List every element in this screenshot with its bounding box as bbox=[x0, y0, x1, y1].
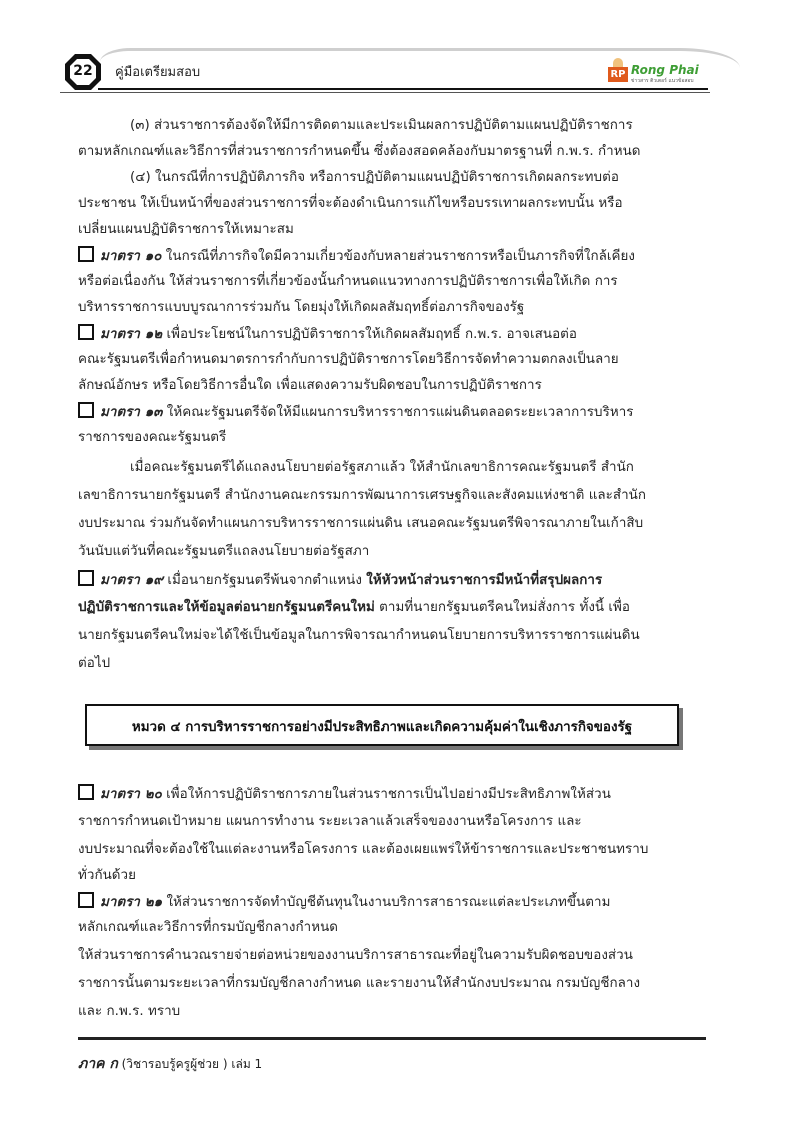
section-text: ให้คณะรัฐมนตรีจัดให้มีแผนการบริหารราชการแผ่นดินตลอดระยะเวลาการบริหาร bbox=[162, 405, 634, 420]
paragraph-line: ราชการนั้นตามระยะเวลาที่กรมบัญชีกลางกำหนด และรายงานให้สำนักงบประมาณ กรมบัญชีกลาง bbox=[78, 976, 641, 991]
paragraph-line: ประชาชน ให้เป็นหน้าที่ของส่วนราชการที่จะต้องดำเนินการแก้ไขหรือบรรเทาผลกระทบนั้น หรือ bbox=[78, 196, 623, 211]
header-rule bbox=[98, 88, 708, 90]
section-text: เพื่อให้การปฏิบัติราชการภายในส่วนราชการเป็นไปอย่างมีประสิทธิภาพให้ส่วน bbox=[161, 787, 611, 802]
paragraph-line: ตามหลักเกณฑ์และวิธีการที่ส่วนราชการกำหนดขึ้น ซึ่งต้องสอดคล้องกับมาตรฐานที่ ก.พ.ร. กำหนด bbox=[78, 144, 641, 159]
footer-rule bbox=[78, 1037, 706, 1040]
paragraph-line bbox=[78, 598, 630, 618]
footer-subtitle: (วิชารอบรู้ครูผู้ช่วย ) เล่ม 1 bbox=[117, 1057, 263, 1071]
paragraph-line: ราชการของคณะรัฐมนตรี bbox=[78, 430, 227, 445]
logo-mark: RP bbox=[608, 67, 628, 82]
checkbox-square-icon bbox=[78, 246, 94, 262]
section-text: ตามที่นายกรัฐมนตรีคนใหม่สั่งการ ทั้งนี้ เพื่อ bbox=[374, 600, 631, 615]
paragraph-line: ทั่วกันด้วย bbox=[78, 868, 137, 883]
paragraph-line: (๓) ส่วนราชการต้องจัดให้มีการติดตามและประเมินผลการปฏิบัติตามแผนปฏิบัติราชการ bbox=[130, 118, 633, 133]
logo-figure-icon bbox=[613, 58, 623, 67]
paragraph-line: หลักเกณฑ์และวิธีการที่กรมบัญชีกลางกำหนด bbox=[78, 920, 339, 935]
checkbox-square-icon bbox=[78, 324, 94, 340]
checkbox-square-icon bbox=[78, 570, 94, 586]
paragraph-line: เลขาธิการนายกรัฐมนตรี สำนักงานคณะกรรมการพัฒนาการเศรษฐกิจและสังคมแห่งชาติ และสำนัก bbox=[78, 488, 647, 503]
checkbox-square-icon bbox=[78, 402, 94, 418]
paragraph-line: เปลี่ยนแผนปฏิบัติราชการให้เหมาะสม bbox=[78, 222, 294, 237]
section-text: เมื่อนายกรัฐมนตรีพ้นจากตำแหน่ง bbox=[163, 573, 367, 588]
section-10 bbox=[78, 246, 635, 267]
paragraph-line: นายกรัฐมนตรีคนใหม่จะได้ใช้เป็นข้อมูลในการพิจารณากำหนดนโยบายการบริหารราชการแผ่นดิน bbox=[78, 628, 640, 643]
section-12 bbox=[78, 324, 577, 345]
paragraph-line: ราชการกำหนดเป้าหมาย แผนการทำงาน ระยะเวลาแล้วเสร็จของงานหรือโครงการ และ bbox=[78, 814, 582, 829]
paragraph-line: วันนับแต่วันที่คณะรัฐมนตรีแถลงนโยบายต่อรัฐสภา bbox=[78, 544, 370, 559]
section-label: มาตรา ๑๙ bbox=[100, 573, 164, 588]
section-text: เพื่อประโยชน์ในการปฏิบัติราชการให้เกิดผลสัมฤทธิ์ ก.พ.ร. อาจเสนอต่อ bbox=[162, 327, 577, 342]
checkbox-square-icon bbox=[78, 892, 94, 908]
paragraph-line: งบประมาณที่จะต้องใช้ในแต่ละงานหรือโครงการ และต้องเผยแพร่ให้ข้าราชการและประชาชนทราบ bbox=[78, 842, 649, 857]
header-title: คู่มือเตรียมสอบ bbox=[115, 65, 201, 80]
paragraph-line: และ ก.พ.ร. ทราบ bbox=[78, 1004, 181, 1019]
paragraph-line: ลักษณ์อักษร หรือโดยวิธีการอื่นใด เพื่อแสดงความรับผิดชอบในการปฏิบัติราชการ bbox=[78, 378, 542, 393]
chapter-title: หมวด ๔ การบริหารราชการอย่างมีประสิทธิภาพและเกิดความคุ้มค่าในเชิงภารกิจของรัฐ bbox=[131, 720, 633, 735]
paragraph-line: ให้ส่วนราชการคำนวณรายจ่ายต่อหน่วยของงานบริการสาธารณะที่อยู่ในความรับผิดชอบของส่วน bbox=[78, 948, 633, 963]
paragraph-line: หรือต่อเนื่องกัน ให้ส่วนราชการที่เกี่ยวข้องนั้นกำหนดแนวทางการปฏิบัติราชการเพื่อให้เกิด การ bbox=[78, 274, 618, 289]
paragraph-line: งบประมาณ ร่วมกันจัดทำแผนการบริหารราชการแผ่นดิน เสนอคณะรัฐมนตรีพิจารณาภายในเก้าสิบ bbox=[78, 516, 644, 531]
chapter-heading-box bbox=[85, 704, 679, 746]
paragraph-line: บริหารราชการแบบบูรณาการร่วมกัน โดยมุ่งให้เกิดผลสัมฤทธิ์ต่อภารกิจของรัฐ bbox=[78, 300, 525, 315]
footer-text bbox=[78, 1053, 262, 1075]
paragraph-line: คณะรัฐมนตรีเพื่อกำหนดมาตรการกำกับการปฏิบัติราชการโดยวิธีการจัดทำความตกลงเป็นลาย bbox=[78, 352, 619, 367]
header-rule-thin bbox=[60, 92, 710, 93]
section-text: ให้ส่วนราชการจัดทำบัญชีต้นทุนในงานบริการสาธารณะแต่ละประเภทขึ้นตาม bbox=[162, 895, 611, 910]
section-21 bbox=[78, 892, 610, 913]
paragraph-line: ต่อไป bbox=[78, 656, 111, 671]
section-text-bold: ให้หัวหน้าส่วนราชการมีหน้าที่สรุปผลการ bbox=[366, 573, 603, 588]
section-text: ในกรณีที่ภารกิจใดมีความเกี่ยวข้องกับหลายส่วนราชการหรือเป็นภารกิจที่ใกล้เคียง bbox=[161, 249, 636, 264]
section-19 bbox=[78, 570, 602, 591]
rong-phai-logo bbox=[608, 58, 708, 86]
section-label: มาตรา ๑๐ bbox=[100, 249, 162, 264]
logo-tagline: ข่าวสาร ติวเตอร์ แนวข้อสอบ bbox=[631, 78, 694, 84]
section-20 bbox=[78, 784, 611, 805]
section-13 bbox=[78, 402, 634, 423]
section-text-bold: ปฏิบัติราชการและให้ข้อมูลต่อนายกรัฐมนตรีคนใหม่ bbox=[78, 600, 375, 615]
checkbox-square-icon bbox=[78, 784, 94, 800]
section-label: มาตรา ๒๑ bbox=[100, 895, 163, 910]
footer-part: ภาค ก bbox=[78, 1056, 118, 1072]
section-label: มาตรา ๑๓ bbox=[100, 405, 163, 420]
section-label: มาตรา ๑๒ bbox=[100, 327, 163, 342]
logo-name: Rong Phai bbox=[631, 63, 699, 77]
page-number: 22 bbox=[73, 63, 93, 79]
paragraph-line: เมื่อคณะรัฐมนตรีได้แถลงนโยบายต่อรัฐสภาแล้ว ให้สำนักเลขาธิการคณะรัฐมนตรี สำนัก bbox=[130, 460, 634, 475]
section-label: มาตรา ๒๐ bbox=[100, 787, 162, 802]
paragraph-line: (๔) ในกรณีที่การปฏิบัติภารกิจ หรือการปฏิบัติตามแผนปฏิบัติราชการเกิดผลกระทบต่อ bbox=[130, 170, 619, 185]
